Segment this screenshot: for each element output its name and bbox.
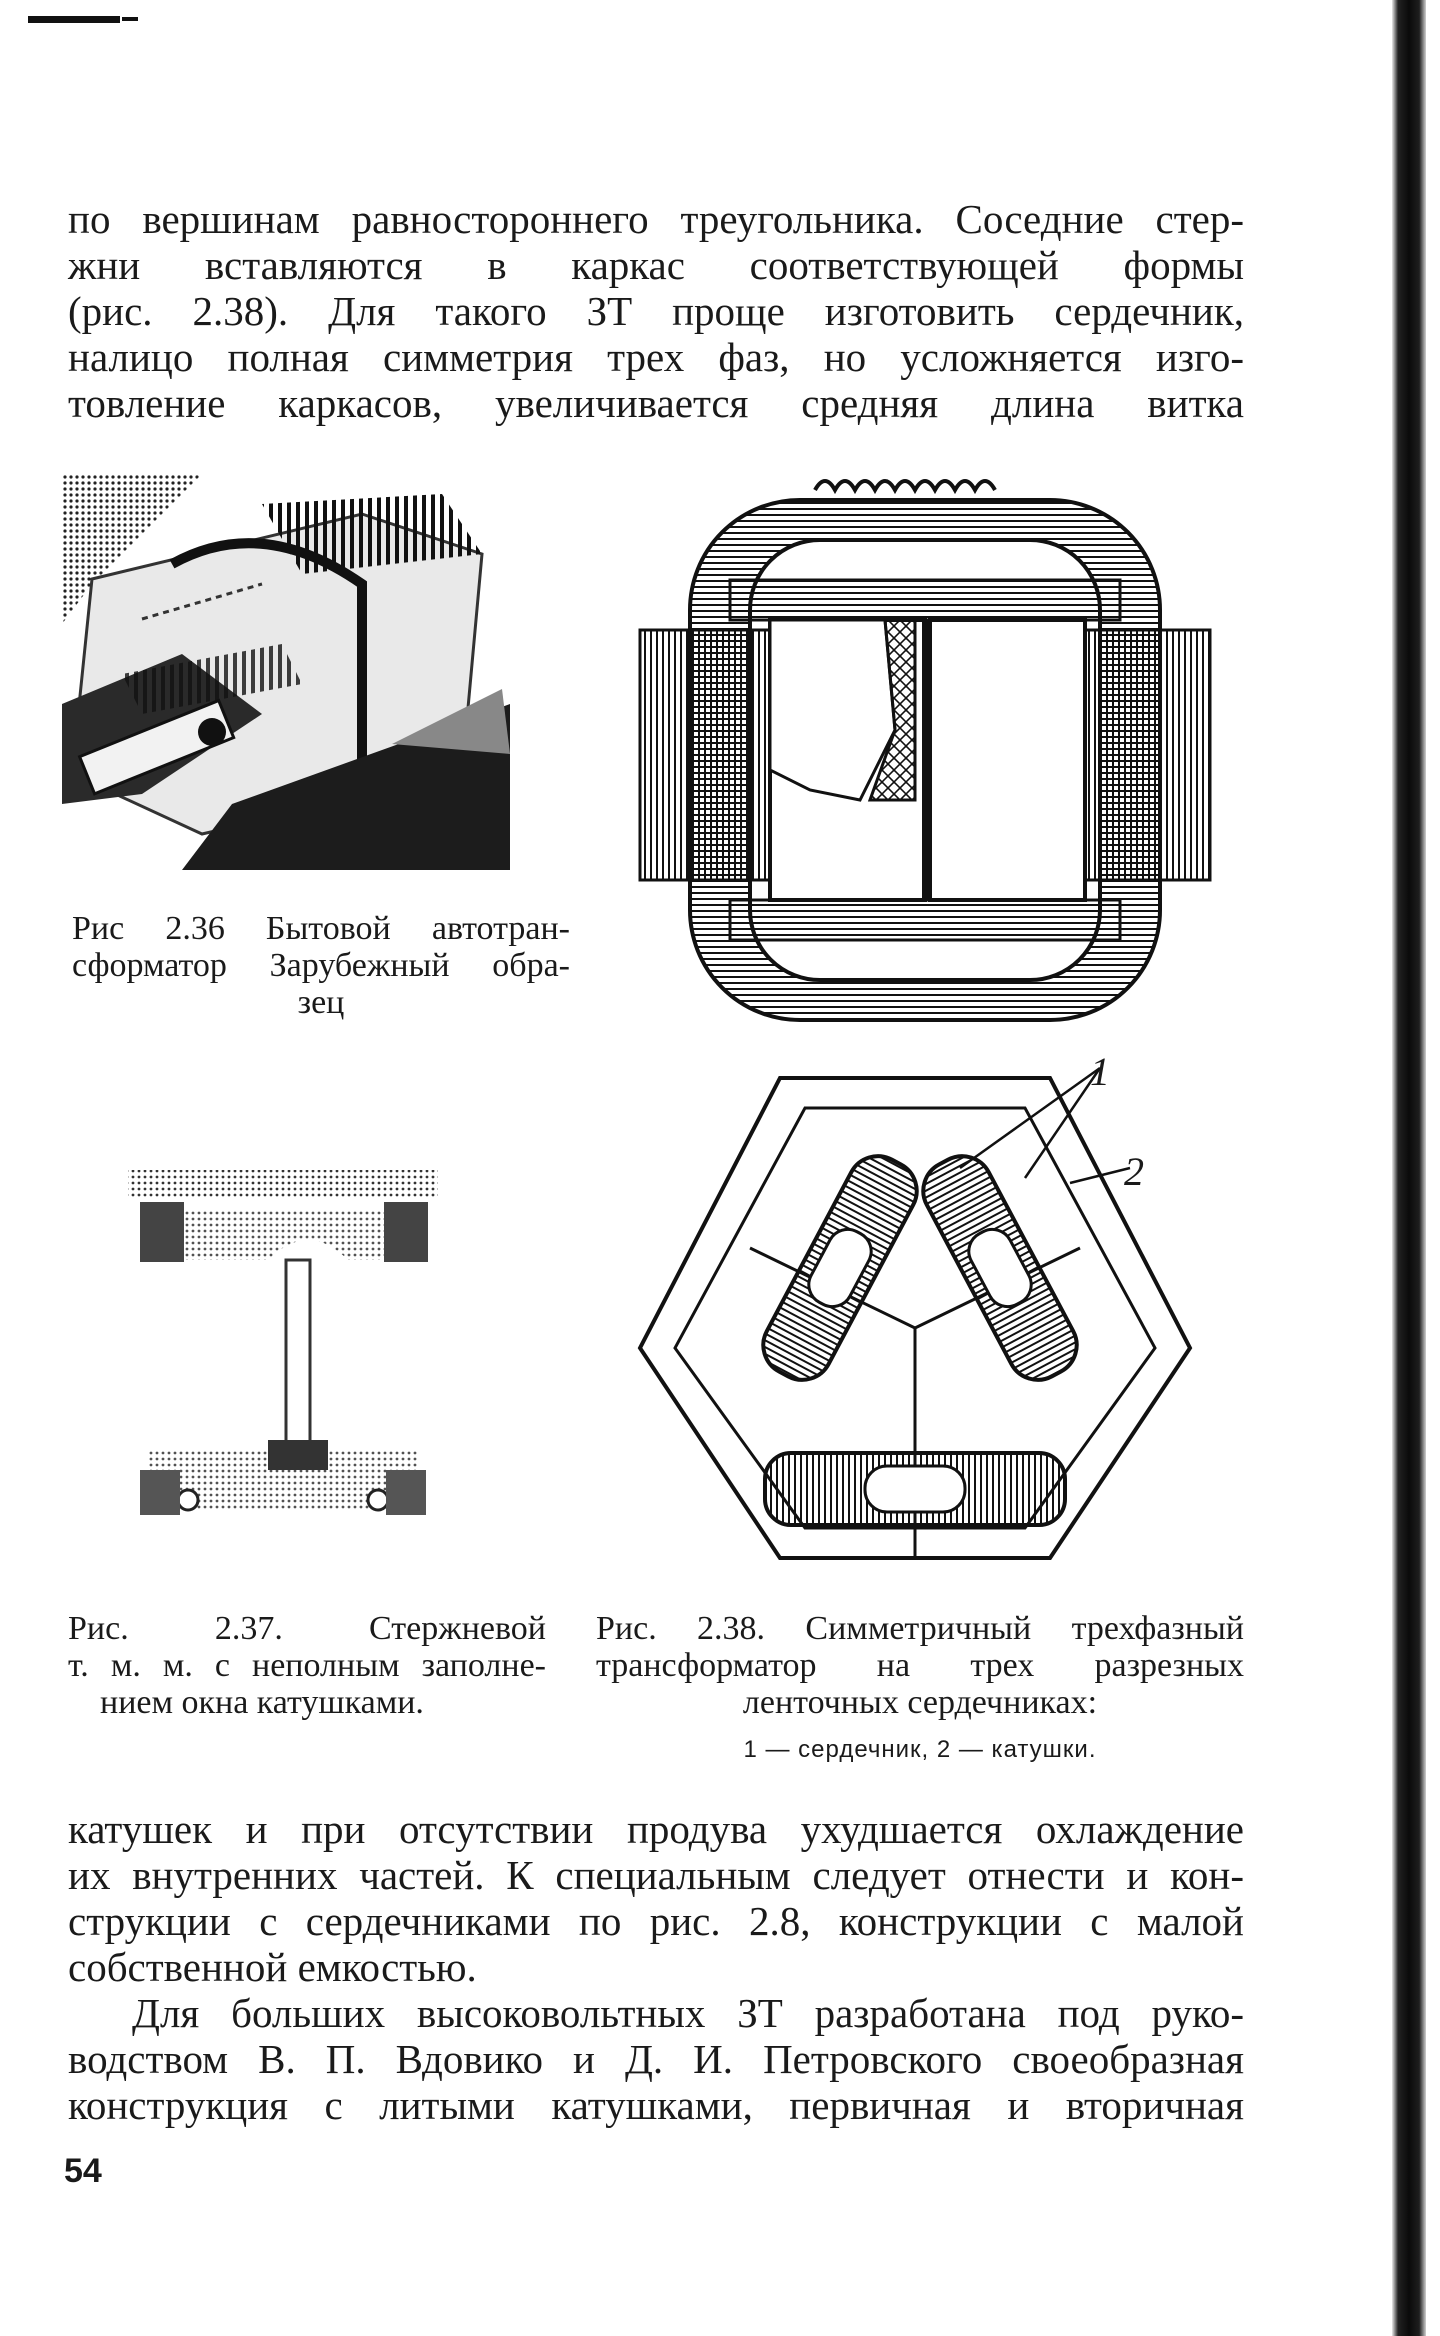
caption-line: Рис 2.36 Бытовой автотран- xyxy=(72,910,570,947)
page-number: 54 xyxy=(64,2152,102,2190)
caption-line: т. м. м. с неполным заполне- xyxy=(68,1647,546,1684)
caption-line: Рис. 2.37. Стержневой xyxy=(68,1610,546,1647)
text-line: конструкция с литыми катушками, первичная и вторичная xyxy=(68,2082,1244,2128)
caption-line: Рис. 2.38. Симметричный трехфазный xyxy=(596,1610,1244,1647)
caption-line: зец xyxy=(297,984,345,1021)
text-line: их внутренних частей. К специальным следует отнести и кон- xyxy=(68,1852,1244,1898)
text-line: налицо полная симметрия трех фаз, но усложняется изго- xyxy=(68,334,1244,380)
callout-label-coils: 2 xyxy=(1124,1149,1144,1194)
text-line: струкции с сердечниками по рис. 2.8, конструкции с малой xyxy=(68,1898,1244,1944)
caption-figure-2-38 xyxy=(596,1610,1244,1768)
text-line: по вершинам равностороннего треугольника. Соседние стер- xyxy=(68,196,1244,242)
caption-line: сформатор Зарубежный обра- xyxy=(72,947,570,984)
caption-line: ленточных сердечниках: xyxy=(742,1684,1098,1721)
text-line: Для больших высоковольтных ЗТ разработана под руко- xyxy=(132,1990,1244,2036)
figure-2-38-section-drawing xyxy=(630,1058,1230,1578)
figure-2-38-transformer-drawing xyxy=(630,470,1220,1050)
caption-line: трансформатор на трех разрезных xyxy=(596,1647,1244,1684)
text-line: (рис. 2.38). Для такого ЗТ проще изготовить сердечник, xyxy=(68,288,1244,334)
text-line: водством В. П. Вдовико и Д. И. Петровского своеобразная xyxy=(68,2036,1244,2082)
figure-legend: 1 — сердечник, 2 — катушки. xyxy=(743,1736,1097,1763)
paragraph-bottom-1 xyxy=(68,1806,1244,1990)
text-line: катушек и при отсутствии продува ухудшается охлаждение xyxy=(68,1806,1244,1852)
binding-shadow xyxy=(1392,0,1426,2336)
top-rule xyxy=(28,16,120,23)
figure-2-36-autotransformer-photo xyxy=(62,474,510,870)
paragraph-bottom-2 xyxy=(68,1990,1244,2128)
caption-figure-2-37 xyxy=(68,1610,546,1721)
top-rule-tick xyxy=(122,17,138,21)
caption-line: нием окна катушками. xyxy=(100,1684,424,1721)
text-line: жни вставляются в каркас соответствующей формы xyxy=(68,242,1244,288)
text-line: собственной емкостью. xyxy=(68,1944,477,1990)
callout-label-core: 1 xyxy=(1090,1049,1110,1094)
figure-2-37-rod-transformer-photo xyxy=(118,1150,448,1530)
text-line: товление каркасов, увеличивается средняя длина витка xyxy=(68,380,1244,426)
paragraph-top xyxy=(68,196,1244,426)
caption-figure-2-36 xyxy=(72,910,570,1021)
